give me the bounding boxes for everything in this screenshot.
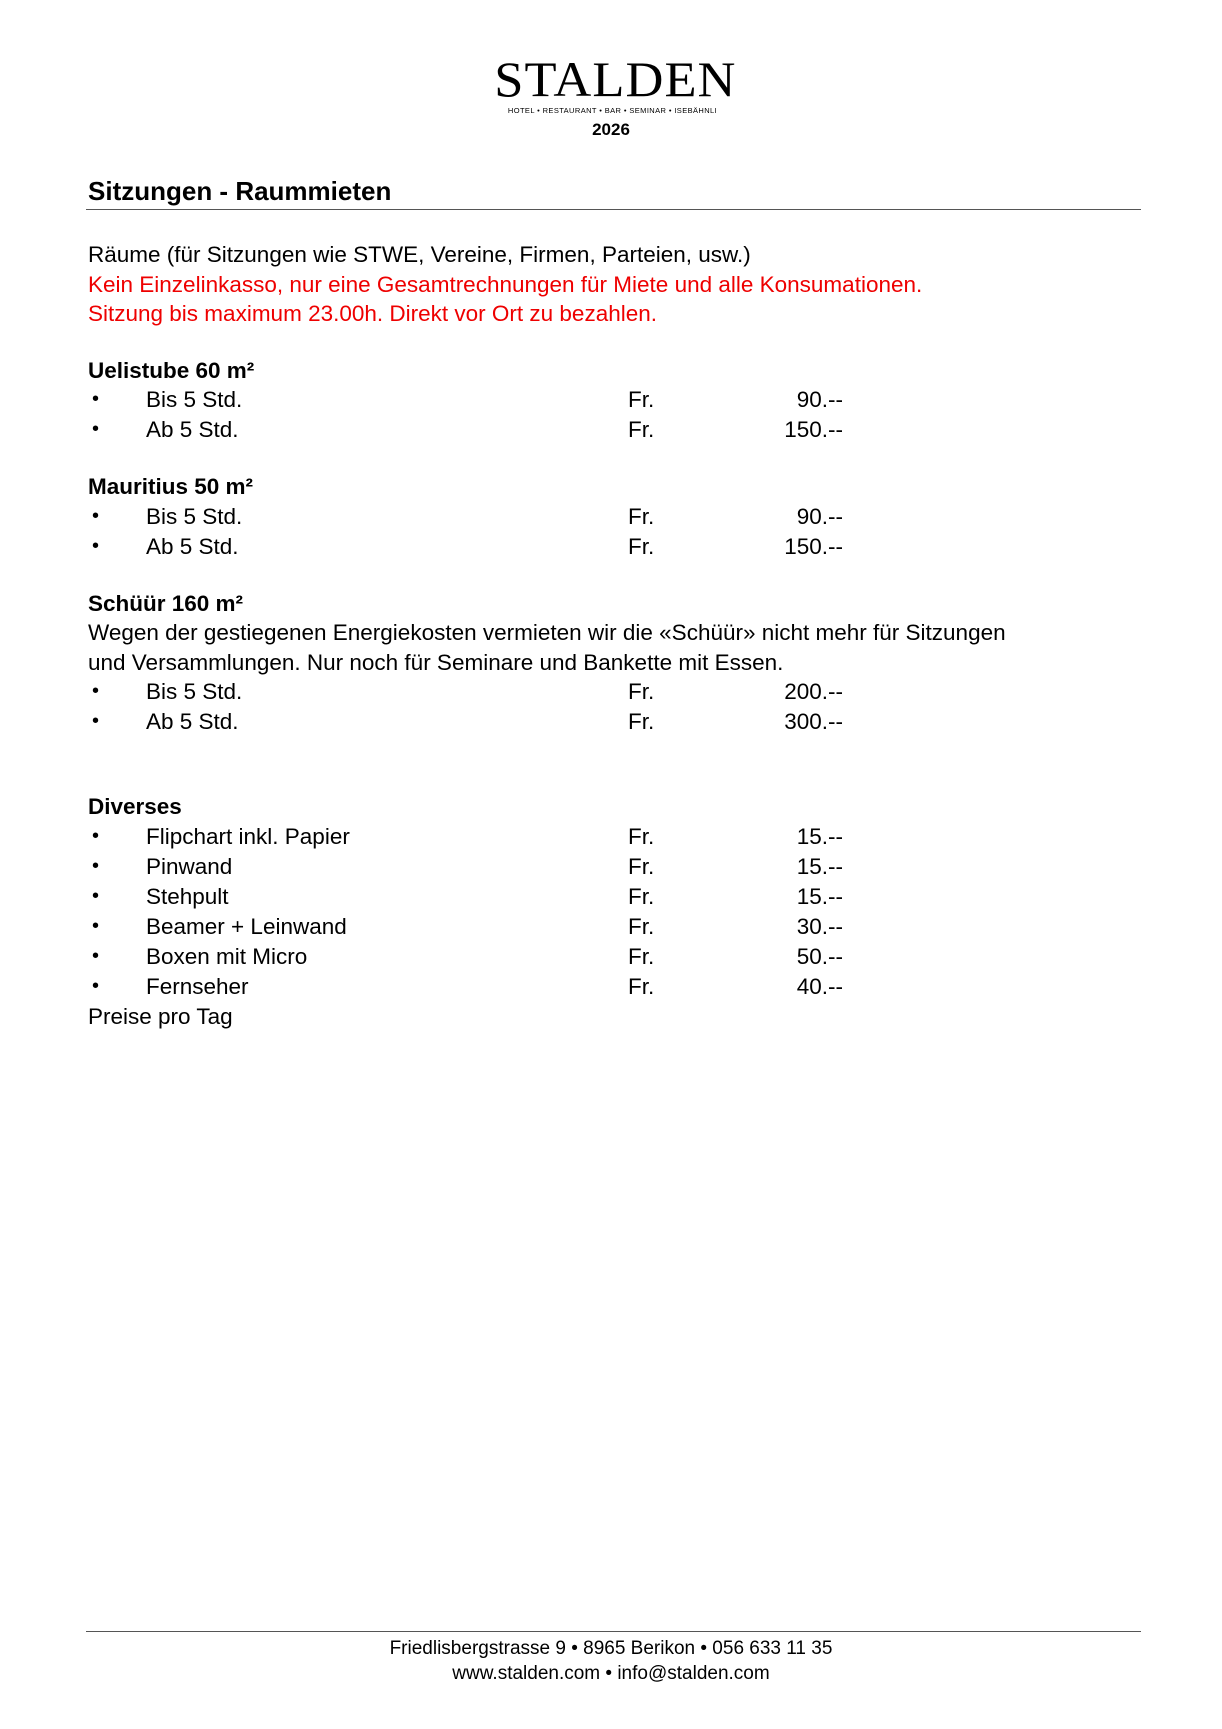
bullet: • (92, 680, 100, 702)
price-row (88, 502, 1148, 532)
price: 150.-- (784, 533, 843, 559)
bullet: • (92, 884, 100, 907)
bullet: • (92, 974, 100, 997)
section-heading-mauritius: Mauritius 50 m² (88, 474, 254, 499)
currency: Fr. (628, 709, 655, 734)
bullet: • (92, 914, 100, 937)
bullet: • (92, 418, 100, 440)
currency: Fr. (628, 679, 655, 704)
currency: Fr. (628, 943, 655, 969)
item-label: Flipchart inkl. Papier (146, 823, 350, 849)
schuur-note: und Versammlungen. Nur noch für Seminare und Bankette mit Essen. (88, 649, 784, 675)
currency: Fr. (628, 883, 655, 909)
bullet: • (92, 388, 100, 410)
price-row (88, 677, 1148, 707)
price: 15.-- (796, 853, 843, 879)
diverses-note: Preise pro Tag (88, 1003, 233, 1029)
currency: Fr. (628, 913, 655, 939)
year: 2026 (592, 120, 630, 139)
bullet: • (92, 504, 100, 527)
item-label: Bis 5 Std. (146, 387, 243, 412)
item-label: Beamer + Leinwand (146, 913, 347, 939)
currency: Fr. (628, 533, 655, 559)
item-label: Boxen mit Micro (146, 943, 308, 969)
bullet: • (92, 824, 100, 847)
footer-address: Friedlisbergstrasse 9 • 8965 Berikon • 056 633 11 35 (389, 1638, 833, 1659)
intro-warning-line: Kein Einzelinkasso, nur eine Gesamtrechnungen für Miete und alle Konsumationen. (88, 271, 923, 297)
price: 150.-- (784, 417, 843, 442)
price-row (88, 385, 1148, 415)
item-label: Pinwand (146, 853, 233, 879)
currency: Fr. (628, 853, 655, 879)
footer-contact: www.stalden.com • info@stalden.com (452, 1663, 770, 1684)
bullet: • (92, 710, 100, 732)
footer-divider (86, 1631, 1141, 1632)
price-row (88, 972, 1148, 1002)
price: 40.-- (796, 973, 843, 999)
item-label: Ab 5 Std. (146, 709, 239, 734)
price-row (88, 822, 1148, 852)
currency: Fr. (628, 417, 655, 442)
price-row (88, 942, 1148, 972)
price-row (88, 707, 1148, 737)
price-row (88, 912, 1148, 942)
logo-tagline: HOTEL • RESTAURANT • BAR • SEMINAR • ISEBÄHNLI (507, 106, 718, 115)
price: 50.-- (796, 943, 843, 969)
price-row (88, 532, 1148, 562)
item-label: Ab 5 Std. (146, 533, 239, 559)
currency: Fr. (628, 503, 655, 529)
price: 200.-- (784, 679, 843, 704)
section-heading-diverses: Diverses (88, 794, 182, 819)
page-title: Sitzungen - Raummieten (88, 176, 392, 206)
bullet: • (92, 534, 100, 557)
price: 30.-- (796, 913, 843, 939)
price: 15.-- (796, 823, 843, 849)
intro-warning-line: Sitzung bis maximum 23.00h. Direkt vor Ort zu bezahlen. (88, 301, 657, 326)
schuur-note: Wegen der gestiegenen Energiekosten vermieten wir die «Schüür» nicht mehr für Sitzungen (88, 620, 1006, 645)
price-row (88, 415, 1148, 445)
logo-wordmark: STALDEN (494, 51, 737, 107)
currency: Fr. (628, 973, 655, 999)
document-body (88, 240, 1148, 1031)
item-label: Ab 5 Std. (146, 417, 239, 442)
bullet: • (92, 944, 100, 967)
logo (494, 51, 737, 115)
price: 300.-- (784, 709, 843, 734)
item-label: Bis 5 Std. (146, 679, 243, 704)
price-row (88, 882, 1148, 912)
item-label: Stehpult (146, 883, 229, 909)
currency: Fr. (628, 823, 655, 849)
title-divider (86, 209, 1141, 210)
price: 15.-- (796, 883, 843, 909)
intro-line: Räume (für Sitzungen wie STWE, Vereine, Firmen, Parteien, usw.) (88, 242, 751, 267)
price-row (88, 852, 1148, 882)
price: 90.-- (796, 503, 843, 529)
section-heading-schuur: Schüür 160 m² (88, 590, 244, 616)
currency: Fr. (628, 387, 655, 412)
section-heading-uelistube: Uelistube 60 m² (88, 357, 255, 383)
bullet: • (92, 854, 100, 877)
price: 90.-- (796, 387, 843, 412)
item-label: Bis 5 Std. (146, 503, 243, 529)
item-label: Fernseher (146, 973, 249, 999)
